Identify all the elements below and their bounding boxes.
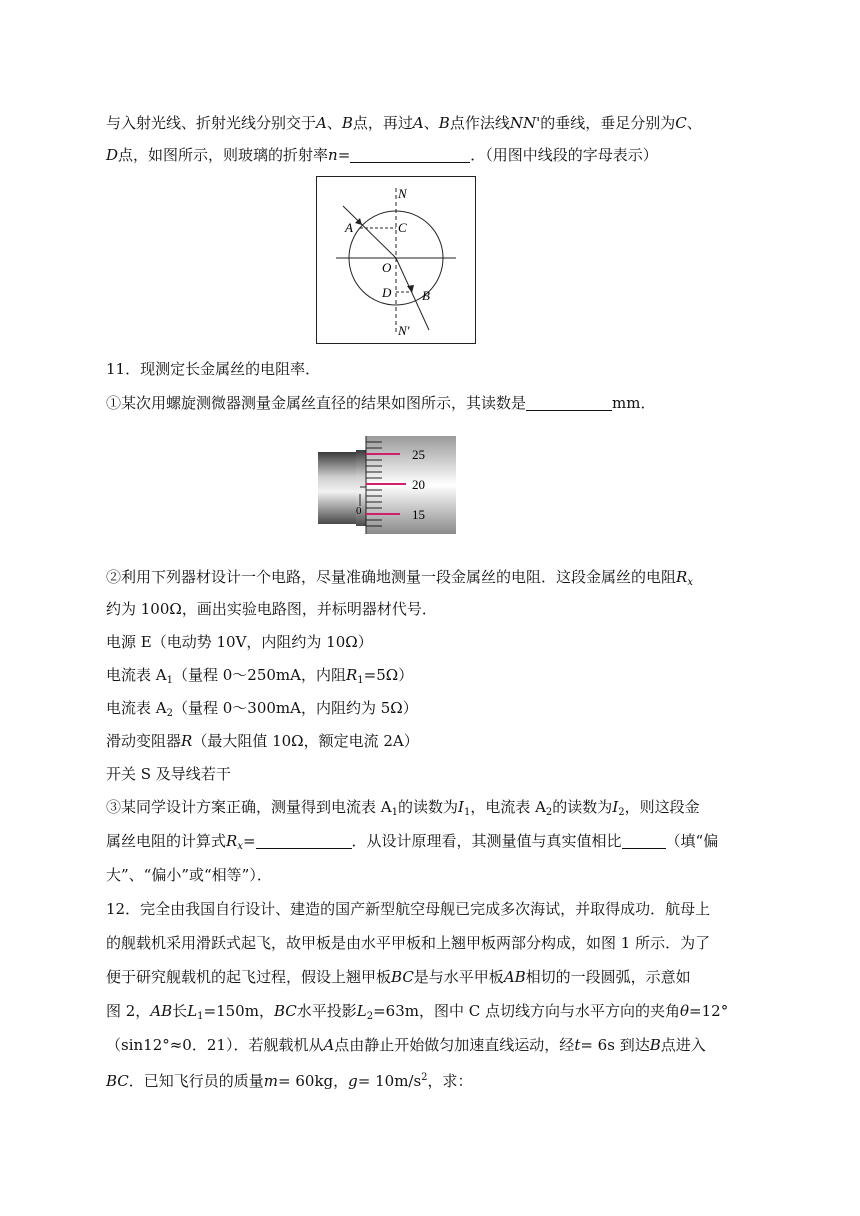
- sleeve-zero-label: 0: [356, 505, 362, 517]
- equipment-switch: 开关 S 及导线若干: [106, 765, 231, 783]
- answer-blank-comparison[interactable]: [622, 832, 666, 849]
- label-D: D: [382, 285, 392, 300]
- label-C: C: [398, 220, 407, 235]
- p12-line-4: 图 2，AB长$L_1=150m$，BC水平投影$L_2=63m$，图中 C 点切线方向与水平方向的夹角θ=12°: [106, 1002, 729, 1022]
- equipment-ammeter-a1: 电流表 $A_1$（量程 0～250mA，内阻$R_1=5\Omega$）: [106, 666, 414, 686]
- answer-blank-refraction[interactable]: [350, 146, 470, 163]
- label-O: O: [382, 260, 392, 275]
- p10-line-2: D点，如图所示，则玻璃的折射率n= ．（用图中线段的字母表示）: [106, 146, 658, 164]
- p12-line-6: BC．已知飞行员的质量m= 60kg，$g= 10m/s^2$，求：: [106, 1072, 473, 1090]
- p11-q2-line-2: 约为 100Ω，画出实验电路图，并标明器材代号．: [106, 600, 437, 618]
- refraction-figure: [316, 176, 476, 344]
- label-A: A: [345, 220, 353, 235]
- answer-blank-formula[interactable]: [256, 832, 352, 849]
- p11-q3-line-1: ③某同学设计方案正确，测量得到电流表 $A_1$的读数为$I_1$，电流表 $A_2$的读数为$I_2$，则这段金: [106, 798, 700, 818]
- thimble-label-25: 25: [412, 447, 425, 462]
- p11-q3-line-3: 大”、“偏小”或“相等”）．: [106, 866, 272, 884]
- p12-line-2: 的舰载机采用滑跃式起飞，故甲板是由水平甲板和上翘甲板两部分构成，如图 1 所示．为了: [106, 934, 711, 952]
- p11-title: 11．现测定长金属丝的电阻率．: [106, 360, 321, 378]
- p11-q1: ①某次用螺旋测微器测量金属丝直径的结果如图所示，其读数是 mm．: [106, 394, 656, 412]
- label-N: N: [398, 186, 407, 201]
- thimble-ticks: [366, 442, 406, 526]
- p12-line-3: 便于研究舰载机的起飞过程，假设上翘甲板BC是与水平甲板AB相切的一段圆弧，示意如: [106, 968, 691, 986]
- thimble-label-20: 20: [412, 477, 425, 492]
- equipment-power: 电源 E（电动势 10V，内阻约为 10Ω）: [106, 633, 373, 651]
- equipment-ammeter-a2: 电流表 $A_2$（量程 0～300mA，内阻约为 5Ω）: [106, 699, 418, 719]
- p10-line-1: 与入射光线、折射光线分别交于A、B点，再过A、B点作法线NN'的垂线，垂足分别为C、: [106, 114, 702, 132]
- micrometer-figure: [316, 434, 458, 536]
- p11-q3-line-2: 属丝电阻的计算式$R_x=$ ．从设计原理看，其测量值与真实值相比 （填“偏: [106, 832, 719, 852]
- label-B: B: [422, 288, 430, 303]
- equipment-rheostat: 滑动变阻器R（最大阻值 10Ω，额定电流 2A）: [106, 732, 419, 750]
- label-N-prime: N': [398, 323, 410, 338]
- p11-q2-line-1: ②利用下列器材设计一个电路，尽量准确地测量一段金属丝的电阻．这段金属丝的电阻$R_x$: [106, 568, 693, 588]
- thimble-label-15: 15: [412, 507, 425, 522]
- p12-line-5: （sin12°≈0．21）．若舰载机从A点由静止开始做匀加速直线运动，经t= 6s 到达B点进入: [106, 1036, 706, 1054]
- answer-blank-diameter[interactable]: [526, 394, 612, 411]
- p12-line-1: 12．完全由我国自行设计、建造的国产新型航空母舰已完成多次海试，并取得成功．航母上: [106, 900, 711, 918]
